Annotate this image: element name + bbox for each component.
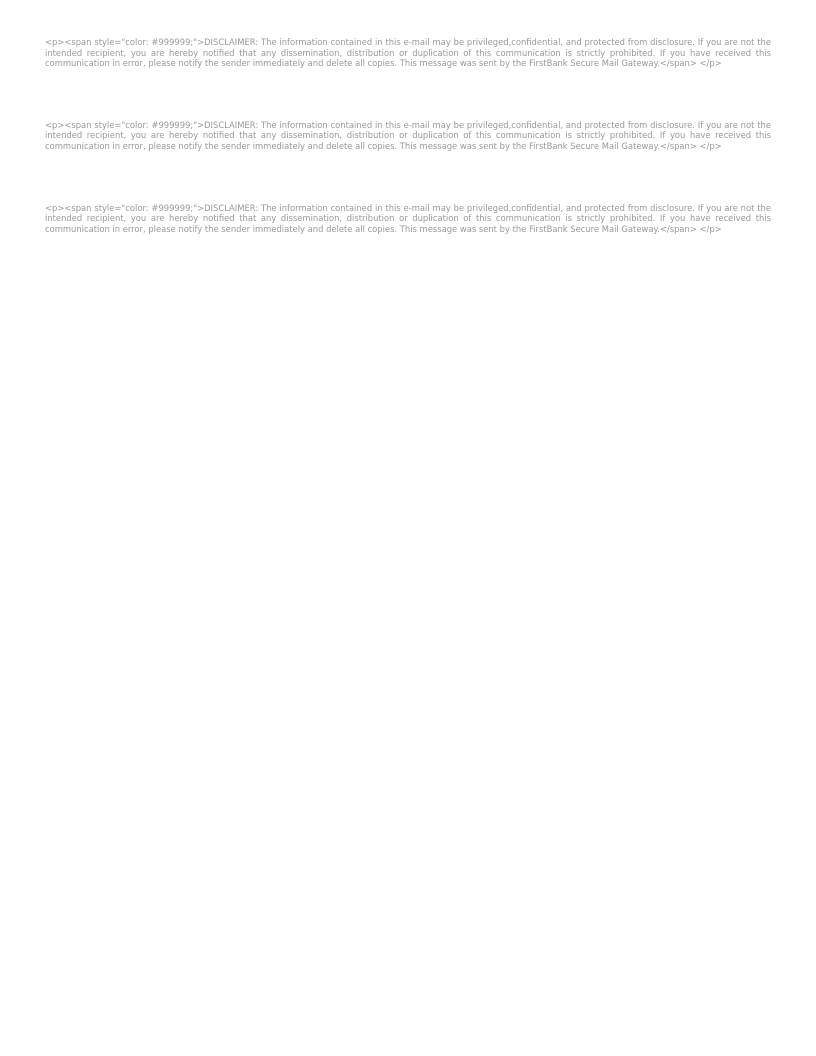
disclaimer-paragraph: <p><span style="color: #999999;">DISCLAIMER: The information contained in this e-mail may be privileged,confidential, and protected from disclosure. If you are not the intended recipient, you are hereby notified that any dissemination, distribution or duplication of this communication is strictly prohibited. If you have received this communication in error, please notify the sender immediately and delete all copies. This message was sent by the FirstBank Secure Mail Gateway.</span> </p>	[45, 202, 771, 234]
disclaimer-paragraph: <p><span style="color: #999999;">DISCLAIMER: The information contained in this e-mail may be privileged,confidential, and protected from disclosure. If you are not the intended recipient, you are hereby notified that any dissemination, distribution or duplication of this communication is strictly prohibited. If you have received this communication in error, please notify the sender immediately and delete all copies. This message was sent by the FirstBank Secure Mail Gateway.</span> </p>	[45, 37, 771, 69]
disclaimer-paragraph: <p><span style="color: #999999;">DISCLAIMER: The information contained in this e-mail may be privileged,confidential, and protected from disclosure. If you are not the intended recipient, you are hereby notified that any dissemination, distribution or duplication of this communication is strictly prohibited. If you have received this communication in error, please notify the sender immediately and delete all copies. This message was sent by the FirstBank Secure Mail Gateway.</span> </p>	[45, 119, 771, 151]
document-page	[45, 37, 771, 234]
